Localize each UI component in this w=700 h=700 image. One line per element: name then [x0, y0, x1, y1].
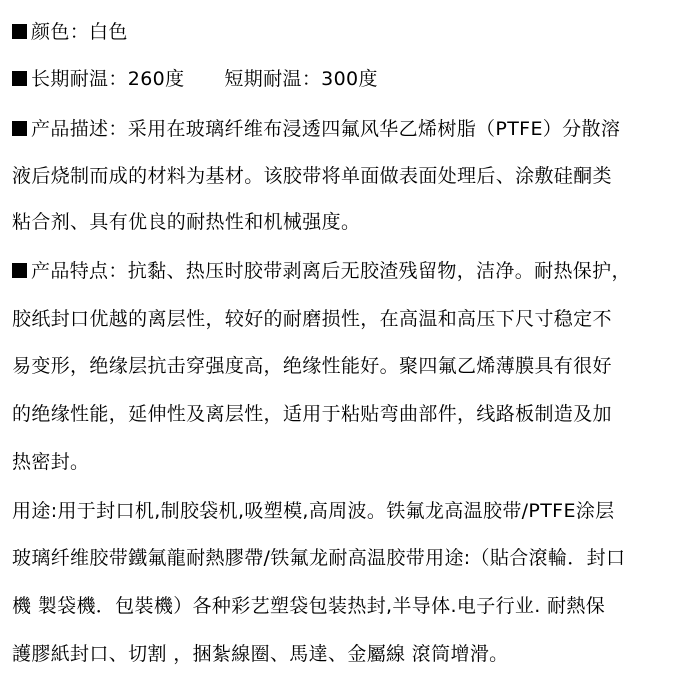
description-text-3: 粘合剂、具有优良的耐热性和机械强度。 [12, 211, 361, 233]
usage-line-4 [12, 642, 509, 666]
description-text-2: 液后烧制而成的材料为基材。该胶带将单面做表面处理后、涂敷硅酮类 [12, 165, 612, 187]
features-text-4: 的绝缘性能，延伸性及离层性，适用于粘贴弯曲部件，线路板制造及加 [12, 403, 612, 425]
description-text-1: 产品描述：采用在玻璃纤维布浸透四氟风华乙烯树脂（PTFE）分散溶 [31, 118, 621, 140]
description-line-2 [12, 164, 612, 188]
features-line-2 [12, 307, 612, 331]
features-text-3: 易变形，绝缘层抗击穿强度高，绝缘性能好。聚四氟乙烯薄膜具有很好 [12, 355, 612, 377]
long-term-temp-text: 长期耐温：260度 [31, 68, 185, 90]
features-line-4 [12, 402, 612, 426]
usage-text-3: 機 製袋機．包裝機）各种彩艺塑袋包装热封,半导体.电子行业. 耐熱保 [12, 595, 606, 617]
usage-line-2 [12, 546, 625, 570]
features-text-5: 热密封。 [12, 451, 90, 473]
description-line-1 [12, 117, 686, 141]
color-text: 颜色：白色 [31, 21, 128, 43]
bullet-icon [12, 263, 27, 278]
usage-text-4: 護膠紙封口、切割 ，捆紮線圈、馬達、金屬線 滾筒增滑。 [12, 643, 509, 665]
features-text-1: 产品特点：抗黏、热压时胶带剥离后无胶渣残留物，洁净。耐热保护， [31, 260, 631, 282]
usage-line-3 [12, 594, 605, 618]
bullet-icon [12, 121, 27, 136]
short-term-temp-text: 短期耐温：300度 [224, 68, 378, 90]
features-line-5 [12, 450, 89, 474]
color-line [12, 20, 128, 44]
features-text-2: 胶纸封口优越的离层性，较好的耐磨损性，在高温和高压下尺寸稳定不 [12, 308, 612, 330]
temperature-line [12, 67, 378, 91]
usage-line-1 [12, 499, 615, 523]
features-line-1 [12, 259, 631, 283]
bullet-icon [12, 71, 27, 86]
features-line-3 [12, 354, 612, 378]
usage-text-2: 玻璃纤维胶带鐵氟龍耐熱膠帶/铁氟龙耐高温胶带用途:（貼合滾輪．封口 [12, 547, 626, 569]
bullet-icon [12, 24, 27, 39]
usage-text-1: 用途:用于封口机,制胶袋机,吸塑模,高周波。铁氟龙高温胶带/PTFE涂层 [12, 500, 615, 522]
description-line-3 [12, 210, 360, 234]
